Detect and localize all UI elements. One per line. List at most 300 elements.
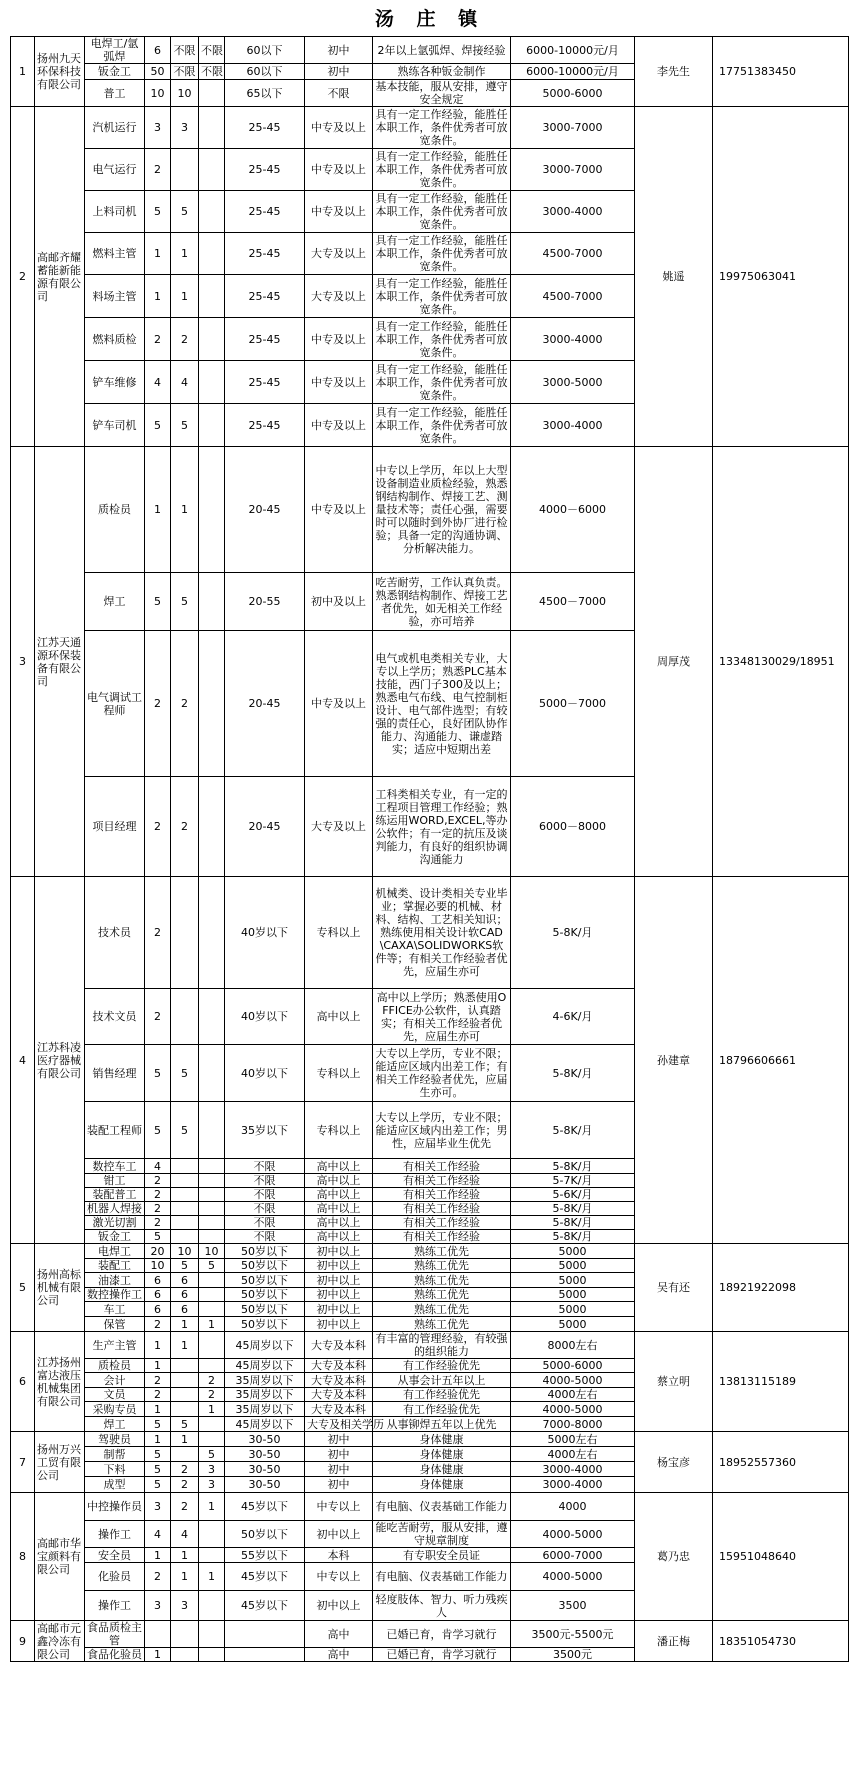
requirements: 大专以上学历，专业不限；能适应区域内出差工作；男性，应届毕业生优先 [373,1102,511,1159]
male-count: 10 [171,1244,199,1259]
headcount: 4 [145,1159,171,1174]
requirements: 身体健康 [373,1432,511,1447]
headcount: 1 [145,275,171,318]
job-title: 质检员 [85,1359,145,1373]
age-range: 45岁以下 [225,1591,305,1621]
requirements: 熟练工优先 [373,1317,511,1332]
age-range: 20-45 [225,631,305,777]
female-count [199,404,225,447]
male-count [171,989,199,1045]
company-number: 2 [11,107,35,447]
requirements: 有相关工作经验 [373,1216,511,1230]
salary: 4000左右 [511,1447,635,1462]
requirements: 熟练各种钣金制作 [373,64,511,80]
headcount: 2 [145,1373,171,1388]
male-count: 6 [171,1288,199,1302]
headcount: 3 [145,1591,171,1621]
male-count [171,1402,199,1417]
contact-phone: 13813115189 [713,1332,849,1432]
education: 初中以上 [305,1302,373,1317]
requirements: 工科类相关专业，有一定的工程项目管理工作经验；熟练运用WORD,EXCEL,等办公软件；有一定的抗压及谈判能力，有良好的组织协调沟通能力 [373,777,511,877]
contact-phone: 18796606661 [713,877,849,1244]
salary: 4000左右 [511,1388,635,1402]
salary: 5-7K/月 [511,1174,635,1188]
job-title: 电气调试工程师 [85,631,145,777]
table-row [11,877,849,989]
salary: 4000-5000 [511,1521,635,1548]
salary: 5000 [511,1273,635,1288]
male-count [171,149,199,191]
job-title: 铲车维修 [85,361,145,404]
job-title: 化验员 [85,1563,145,1591]
requirements: 有工作经验优先 [373,1359,511,1373]
job-title: 燃料主管 [85,233,145,275]
job-title: 下料 [85,1462,145,1477]
male-count: 5 [171,1045,199,1102]
headcount: 2 [145,1202,171,1216]
salary: 8000左右 [511,1332,635,1359]
requirements: 具有一定工作经验，能胜任本职工作，条件优秀者可放宽条件。 [373,318,511,361]
female-count: 5 [199,1447,225,1462]
female-count: 3 [199,1477,225,1493]
salary: 7000-8000 [511,1417,635,1432]
table-row [11,1432,849,1447]
company-number: 5 [11,1244,35,1332]
salary: 5-8K/月 [511,1202,635,1216]
age-range: 45周岁以下 [225,1417,305,1432]
company-name: 江苏天通源环保装备有限公司 [35,447,85,877]
salary: 3000-7000 [511,107,635,149]
female-count [199,1621,225,1648]
age-range: 25-45 [225,404,305,447]
table-row [11,1493,849,1521]
female-count [199,1359,225,1373]
education: 大专及以上 [305,777,373,877]
job-title: 焊工 [85,1417,145,1432]
education: 初中 [305,64,373,80]
headcount: 1 [145,1432,171,1447]
female-count [199,80,225,107]
headcount: 2 [145,1216,171,1230]
headcount: 2 [145,1174,171,1188]
company-number: 9 [11,1621,35,1662]
requirements: 身体健康 [373,1447,511,1462]
female-count [199,1432,225,1447]
education: 初中 [305,1432,373,1447]
salary: 5000左右 [511,1432,635,1447]
salary: 4000－6000 [511,447,635,573]
male-count: 5 [171,573,199,631]
female-count [199,1302,225,1317]
requirements: 从事铆焊五年以上优先 [373,1417,511,1432]
female-count [199,1216,225,1230]
salary: 5000 [511,1244,635,1259]
female-count [199,1174,225,1188]
job-title: 普工 [85,80,145,107]
headcount: 1 [145,447,171,573]
age-range: 65以下 [225,80,305,107]
headcount: 1 [145,1548,171,1563]
age-range: 25-45 [225,191,305,233]
age-range: 25-45 [225,361,305,404]
requirements: 有电脑、仪表基础工作能力 [373,1493,511,1521]
male-count [171,1202,199,1216]
salary: 5000-6000 [511,80,635,107]
salary: 4500－7000 [511,573,635,631]
female-count [199,1648,225,1662]
age-range: 50岁以下 [225,1288,305,1302]
female-count [199,1273,225,1288]
headcount: 2 [145,1563,171,1591]
table-row [11,107,849,149]
salary: 6000-10000元/月 [511,64,635,80]
age-range: 不限 [225,1230,305,1244]
requirements: 身体健康 [373,1462,511,1477]
salary: 4500-7000 [511,233,635,275]
headcount: 4 [145,1521,171,1548]
requirements: 基本技能，服从安排，遵守安全规定 [373,80,511,107]
salary: 3500 [511,1591,635,1621]
headcount: 2 [145,631,171,777]
female-count [199,1202,225,1216]
headcount: 3 [145,107,171,149]
male-count: 1 [171,233,199,275]
age-range [225,1648,305,1662]
salary: 5-8K/月 [511,1045,635,1102]
job-title: 料场主管 [85,275,145,318]
education: 中专以上 [305,1563,373,1591]
age-range: 60以下 [225,37,305,64]
job-title: 装配普工 [85,1188,145,1202]
education: 高中以上 [305,1216,373,1230]
job-title: 采购专员 [85,1402,145,1417]
age-range: 50岁以下 [225,1273,305,1288]
headcount [145,1621,171,1648]
age-range: 35周岁以下 [225,1388,305,1402]
male-count: 2 [171,318,199,361]
male-count [171,1621,199,1648]
job-title: 焊工 [85,573,145,631]
age-range: 25-45 [225,318,305,361]
contact-phone: 19975063041 [713,107,849,447]
education: 专科以上 [305,877,373,989]
job-title: 机器人焊接 [85,1202,145,1216]
job-title: 汽机运行 [85,107,145,149]
male-count: 4 [171,1521,199,1548]
female-count: 不限 [199,37,225,64]
table-row [11,1332,849,1359]
job-title: 成型 [85,1477,145,1493]
requirements: 有相关工作经验 [373,1202,511,1216]
education: 高中以上 [305,1202,373,1216]
job-title: 中控操作员 [85,1493,145,1521]
male-count: 10 [171,80,199,107]
contact-phone: 17751383450 [713,37,849,107]
requirements: 有工作经验优先 [373,1402,511,1417]
contact-phone: 13348130029/18951 [713,447,849,877]
table-row [11,37,849,64]
age-range: 不限 [225,1174,305,1188]
company-number: 1 [11,37,35,107]
education: 高中以上 [305,989,373,1045]
male-count [171,1159,199,1174]
salary: 5-8K/月 [511,877,635,989]
requirements: 熟练工优先 [373,1288,511,1302]
education: 中专及以上 [305,191,373,233]
male-count: 1 [171,1563,199,1591]
headcount: 2 [145,989,171,1045]
headcount: 2 [145,1188,171,1202]
age-range: 35岁以下 [225,1102,305,1159]
job-title: 操作工 [85,1591,145,1621]
education: 初中以上 [305,1591,373,1621]
male-count: 6 [171,1302,199,1317]
headcount: 5 [145,1417,171,1432]
salary: 5-8K/月 [511,1216,635,1230]
male-count: 4 [171,361,199,404]
age-range: 50岁以下 [225,1259,305,1273]
salary: 6000－8000 [511,777,635,877]
requirements: 有相关工作经验 [373,1174,511,1188]
salary: 3500元 [511,1648,635,1662]
education: 大专及本科 [305,1359,373,1373]
education: 初中以上 [305,1244,373,1259]
requirements: 具有一定工作经验，能胜任本职工作，条件优秀者可放宽条件。 [373,275,511,318]
female-count [199,318,225,361]
requirements: 有相关工作经验 [373,1230,511,1244]
requirements: 有专职安全员证 [373,1548,511,1563]
female-count [199,275,225,318]
age-range: 25-45 [225,107,305,149]
requirements: 熟练工优先 [373,1273,511,1288]
female-count [199,1159,225,1174]
education: 高中 [305,1621,373,1648]
salary: 5000-6000 [511,1359,635,1373]
requirements: 具有一定工作经验，能胜任本职工作，条件优秀者可放宽条件。 [373,233,511,275]
headcount: 1 [145,1648,171,1662]
salary: 6000-7000 [511,1548,635,1563]
salary: 5000 [511,1302,635,1317]
education: 初中以上 [305,1288,373,1302]
contact-phone: 18921922098 [713,1244,849,1332]
age-range [225,1621,305,1648]
female-count: 10 [199,1244,225,1259]
education: 专科以上 [305,1045,373,1102]
job-title: 生产主管 [85,1332,145,1359]
education: 初中以上 [305,1259,373,1273]
male-count: 2 [171,631,199,777]
contact-phone: 15951048640 [713,1493,849,1621]
age-range: 30-50 [225,1447,305,1462]
salary: 5-8K/月 [511,1159,635,1174]
male-count [171,877,199,989]
female-count [199,1288,225,1302]
male-count [171,1216,199,1230]
female-count: 1 [199,1402,225,1417]
male-count: 2 [171,1493,199,1521]
male-count: 不限 [171,64,199,80]
male-count [171,1373,199,1388]
headcount: 10 [145,80,171,107]
job-title: 油漆工 [85,1273,145,1288]
male-count: 5 [171,404,199,447]
male-count: 5 [171,1417,199,1432]
female-count [199,631,225,777]
education: 高中以上 [305,1174,373,1188]
education: 中专及以上 [305,107,373,149]
table-row [11,1621,849,1648]
male-count: 2 [171,1462,199,1477]
requirements: 有相关工作经验 [373,1188,511,1202]
female-count [199,1548,225,1563]
job-title: 上料司机 [85,191,145,233]
age-range: 35周岁以下 [225,1373,305,1388]
job-title: 钣金工 [85,64,145,80]
job-title: 制帮 [85,1447,145,1462]
headcount: 20 [145,1244,171,1259]
headcount: 2 [145,1388,171,1402]
contact-phone: 18351054730 [713,1621,849,1662]
company-number: 4 [11,877,35,1244]
male-count: 1 [171,1317,199,1332]
female-count [199,1045,225,1102]
age-range: 40岁以下 [225,1045,305,1102]
education: 初中及以上 [305,573,373,631]
education: 初中以上 [305,1317,373,1332]
salary: 5000 [511,1288,635,1302]
male-count [171,1174,199,1188]
requirements: 轻度肢体、智力、听力残疾人 [373,1591,511,1621]
salary: 5-6K/月 [511,1188,635,1202]
female-count [199,877,225,989]
headcount: 50 [145,64,171,80]
salary: 3000-5000 [511,361,635,404]
education: 本科 [305,1548,373,1563]
male-count: 3 [171,1591,199,1621]
salary: 3000-4000 [511,191,635,233]
female-count [199,573,225,631]
female-count: 5 [199,1259,225,1273]
education: 大专及本科 [305,1388,373,1402]
headcount: 4 [145,361,171,404]
male-count: 1 [171,1332,199,1359]
requirements: 电气或机电类相关专业，大专以上学历；熟悉PLC基本技能，西门子300及以上；熟悉电气布线、电气控制柜设计、电气部件选型；有较强的责任心，良好团队协作能力、沟通能力、谦虚踏实；适应中短期出差 [373,631,511,777]
job-title: 项目经理 [85,777,145,877]
company-name: 江苏科凌医疗器械有限公司 [35,877,85,1244]
education: 中专及以上 [305,318,373,361]
female-count: 3 [199,1462,225,1477]
job-table [10,36,849,1662]
age-range: 20-45 [225,447,305,573]
company-name: 江苏扬州富达液压机械集团有限公司 [35,1332,85,1432]
job-title: 食品质检主管 [85,1621,145,1648]
headcount: 6 [145,1302,171,1317]
requirements: 熟练工优先 [373,1244,511,1259]
requirements: 身体健康 [373,1477,511,1493]
job-title: 会计 [85,1373,145,1388]
headcount: 5 [145,1045,171,1102]
job-title: 电焊工 [85,1244,145,1259]
company-name: 高邮齐耀蓄能新能源有限公司 [35,107,85,447]
education: 大专及相关学历 [305,1417,373,1432]
contact-person: 李先生 [635,37,713,107]
age-range: 50岁以下 [225,1302,305,1317]
age-range: 50岁以下 [225,1521,305,1548]
salary: 3000-4000 [511,318,635,361]
age-range: 40岁以下 [225,989,305,1045]
salary: 6000-10000元/月 [511,37,635,64]
requirements: 具有一定工作经验，能胜任本职工作，条件优秀者可放宽条件。 [373,191,511,233]
salary: 4-6K/月 [511,989,635,1045]
requirements: 有工作经验优先 [373,1388,511,1402]
education: 高中以上 [305,1159,373,1174]
education: 大专及以上 [305,233,373,275]
salary: 4000-5000 [511,1373,635,1388]
education: 大专及本科 [305,1373,373,1388]
requirements: 熟练工优先 [373,1302,511,1317]
requirements: 熟练工优先 [373,1259,511,1273]
salary: 4500-7000 [511,275,635,318]
salary: 5-8K/月 [511,1102,635,1159]
education: 中专及以上 [305,149,373,191]
headcount: 5 [145,573,171,631]
male-count [171,1230,199,1244]
female-count [199,1102,225,1159]
age-range: 35周岁以下 [225,1402,305,1417]
education: 中专及以上 [305,404,373,447]
requirements: 有丰富的管理经验，有较强的组织能力 [373,1332,511,1359]
job-title: 铲车司机 [85,404,145,447]
salary: 3500元-5500元 [511,1621,635,1648]
salary: 3000-4000 [511,1462,635,1477]
salary: 5000－7000 [511,631,635,777]
job-title: 激光切割 [85,1216,145,1230]
headcount: 2 [145,877,171,989]
requirements: 有相关工作经验 [373,1159,511,1174]
headcount: 1 [145,233,171,275]
headcount: 2 [145,1317,171,1332]
age-range: 45岁以下 [225,1563,305,1591]
male-count: 2 [171,1477,199,1493]
job-title: 技术文员 [85,989,145,1045]
company-name: 高邮市元鑫冷冻有限公司 [35,1621,85,1662]
job-title: 质检员 [85,447,145,573]
salary: 4000-5000 [511,1402,635,1417]
female-count [199,1188,225,1202]
contact-person: 蔡立明 [635,1332,713,1432]
female-count: 2 [199,1373,225,1388]
female-count [199,191,225,233]
age-range: 不限 [225,1216,305,1230]
age-range: 20-45 [225,777,305,877]
male-count: 3 [171,107,199,149]
education: 高中以上 [305,1230,373,1244]
education: 初中 [305,1462,373,1477]
male-count: 1 [171,1548,199,1563]
job-title: 食品化验员 [85,1648,145,1662]
salary: 3000-7000 [511,149,635,191]
male-count: 5 [171,191,199,233]
age-range: 45周岁以下 [225,1359,305,1373]
headcount: 1 [145,1359,171,1373]
age-range: 不限 [225,1188,305,1202]
female-count [199,447,225,573]
education: 高中以上 [305,1188,373,1202]
female-count: 2 [199,1388,225,1402]
education: 初中 [305,1447,373,1462]
requirements: 具有一定工作经验，能胜任本职工作，条件优秀者可放宽条件。 [373,361,511,404]
male-count: 6 [171,1273,199,1288]
